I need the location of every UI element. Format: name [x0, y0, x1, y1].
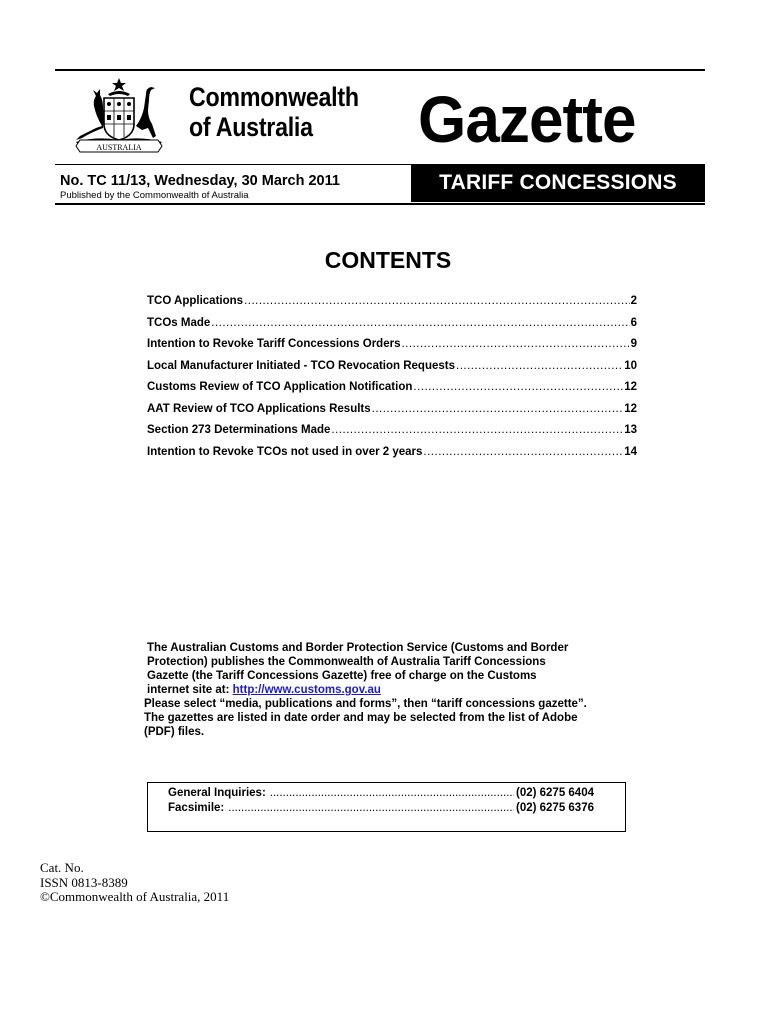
table-of-contents	[147, 291, 637, 463]
contact-box	[147, 782, 626, 832]
toc-item[interactable]	[147, 399, 637, 421]
toc-item-page: 2	[630, 295, 637, 307]
info-line: Please select “media, publications and forms”, then “tariff concessions gazette”.	[144, 698, 587, 710]
facsimile-number: (02) 6275 6376	[515, 802, 594, 814]
toc-item-title: Intention to Revoke TCOs not used in over 2 years	[147, 445, 423, 458]
toc-item-page: 14	[624, 445, 637, 458]
issue-number-date: No. TC 11/13, Wednesday, 30 March 2011	[60, 173, 340, 189]
toc-item[interactable]	[147, 313, 637, 335]
toc-item-title: Local Manufacturer Initiated - TCO Revocation Requests	[147, 359, 455, 372]
toc-leader	[401, 334, 629, 356]
toc-leader	[413, 377, 623, 399]
toc-item[interactable]	[147, 291, 637, 313]
toc-item-page: 12	[624, 402, 637, 415]
facsimile-label: Facsimile:	[168, 802, 225, 814]
info-link-prefix: internet site at:	[147, 684, 233, 696]
info-line: The Australian Customs and Border Protection Service (Customs and Border	[147, 642, 569, 654]
toc-item[interactable]	[147, 356, 637, 378]
info-line-with-link	[146, 683, 646, 697]
gazette-title: Gazette	[418, 82, 636, 156]
contents-heading: CONTENTS	[324, 247, 452, 273]
issn: ISSN 0813-8389	[40, 874, 128, 890]
toc-item-title: Intention to Revoke Tariff Concessions Orders	[147, 338, 401, 350]
copyright-notice: ©Commonwealth of Australia, 2011	[40, 889, 230, 904]
toc-item[interactable]	[147, 442, 637, 464]
crest-banner-text: AUSTRALIA	[96, 143, 142, 152]
toc-leader	[331, 420, 623, 442]
toc-item-title: TCOs Made	[147, 316, 211, 329]
toc-item-page: 9	[630, 338, 637, 350]
publication-info	[146, 641, 646, 739]
toc-item-page: 12	[624, 381, 637, 393]
toc-item-title: Customs Review of TCO Application Notification	[147, 381, 413, 393]
toc-item-page: 6	[630, 316, 637, 329]
toc-item-title: TCO Applications	[147, 295, 244, 307]
toc-item[interactable]	[147, 334, 637, 356]
published-by: Published by the Commonwealth of Australia	[60, 190, 249, 201]
general-inquiries-phone[interactable]: (02) 6275 6404	[515, 787, 594, 799]
toc-leader	[211, 313, 629, 335]
toc-item-page: 13	[624, 424, 637, 436]
masthead-bottom-rule	[55, 203, 705, 205]
info-line: (PDF) files.	[144, 726, 205, 738]
toc-leader	[456, 356, 623, 378]
info-line: The gazettes are listed in date order and may be selected from the list of Adobe	[144, 712, 578, 724]
masthead-top-rule	[55, 69, 705, 71]
toc-item-page: 10	[624, 359, 637, 372]
toc-leader	[244, 291, 630, 313]
publisher-title	[189, 82, 359, 142]
section-banner: TARIFF CONCESSIONS	[411, 164, 705, 202]
facsimile-row	[168, 801, 594, 816]
catalogue-info	[40, 861, 229, 905]
general-inquiries-label: General Inquiries:	[168, 787, 266, 799]
toc-item[interactable]	[147, 377, 637, 399]
toc-item-title: AAT Review of TCO Applications Results	[147, 402, 371, 415]
toc-item[interactable]	[147, 420, 637, 442]
toc-leader	[423, 442, 623, 464]
info-line: Gazette (the Tariff Concessions Gazette) free of charge on the Customs	[147, 670, 537, 682]
contact-leader	[270, 786, 514, 801]
customs-website-link[interactable]: http://www.customs.gov.au	[232, 684, 381, 696]
general-inquiries-row	[168, 786, 594, 801]
coat-of-arms-icon	[56, 76, 182, 154]
publisher-title-line1: Commonwealth	[189, 82, 359, 112]
toc-item-title: Section 273 Determinations Made	[147, 424, 331, 436]
publisher-title-line2: of Australia	[189, 112, 313, 142]
catalogue-number: Cat. No.	[40, 860, 84, 875]
info-line: Protection) publishes the Commonwealth of Australia Tariff Concessions	[147, 656, 546, 668]
contact-leader	[228, 801, 514, 816]
toc-leader	[372, 399, 624, 421]
